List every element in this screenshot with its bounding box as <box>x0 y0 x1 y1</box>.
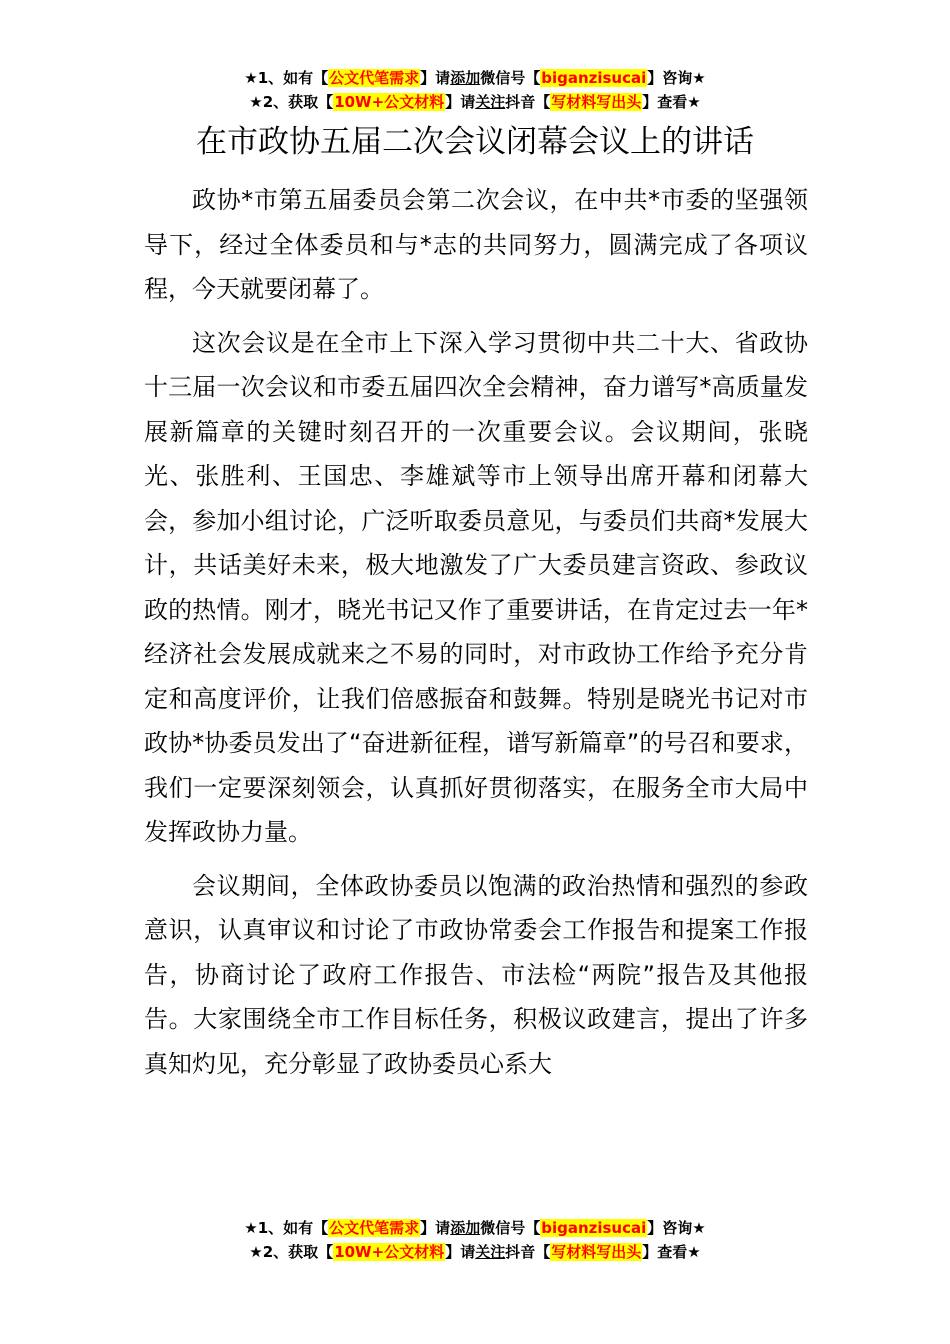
banner-highlight: biganzisucai <box>541 1219 647 1237</box>
banner-highlight: 公文代笔需求 <box>329 1219 420 1237</box>
banner-text: 抖音【 <box>505 1243 551 1261</box>
banner-text: 】查看★ <box>642 1243 701 1261</box>
banner-highlight: 10W+公文材料 <box>334 1243 445 1261</box>
banner-text: ★1、如有【 <box>244 1219 329 1237</box>
banner-text: 】咨询★ <box>647 1219 706 1237</box>
banner-highlight: 写材料写出头 <box>551 1243 642 1261</box>
banner-text: 抖音【 <box>505 93 551 111</box>
banner-text: 】查看★ <box>642 93 701 111</box>
footer-banner <box>0 1216 950 1264</box>
banner-highlight: biganzisucai <box>541 69 647 87</box>
banner-highlight: 写材料写出头 <box>551 93 642 111</box>
banner-text: 微信号【 <box>480 69 541 87</box>
document-title: 在市政协五届二次会议闭幕会议上的讲话 <box>196 124 754 160</box>
banner-text: 】请 <box>420 1219 451 1237</box>
banner-text: 】请 <box>445 93 476 111</box>
banner-emphasis: 添加 <box>450 69 481 87</box>
footer-banner-line-1 <box>0 1216 950 1240</box>
paragraph-2: 这次会议是在全市上下深入学习贯彻中共二十大、省政协十三届一次会议和市委五届四次全会精神，奋力谱写*高质量发展新篇章的关键时刻召开的一次重要会议。会议期间，张晓光、张胜利、王国忠、李雄斌等市上领导出席开幕和闭幕大会，参加小组讨论，广泛听取委员意见，与委员们共商*发展大计，共话美好未来，极大地激发了广大委员建言资政、参政议政的热情。刚才，晓光书记又作了重要讲话，在肯定过去一年*经济社会发展成就来之不易的同时，对市政协工作给予充分肯定和高度评价，让我们倍感振奋和鼓舞。特别是晓光书记对市政协*协委员发出了“奋进新征程，谱写新篇章”的号召和要求，我们一定要深刻领会，认真抓好贯彻落实，在服务全市大局中发挥政协力量。 <box>144 328 808 846</box>
banner-text: ★2、获取【 <box>249 93 334 111</box>
footer-banner-line-2 <box>0 1240 950 1264</box>
banner-text: 】请 <box>420 69 451 87</box>
banner-highlight: 10W+公文材料 <box>334 93 445 111</box>
banner-text: 微信号【 <box>480 1219 541 1237</box>
banner-text: 】请 <box>445 1243 476 1261</box>
paragraph-1: 政协*市第五届委员会第二次会议，在中共*市委的坚强领导下，经过全体委员和与*志的共同努力，圆满完成了各项议程，今天就要闭幕了。 <box>144 186 808 303</box>
banner-line-2 <box>0 90 950 114</box>
banner-text: ★2、获取【 <box>249 1243 334 1261</box>
paragraph-3: 会议期间，全体政协委员以饱满的政治热情和强烈的参政意识，认真审议和讨论了市政协常委会工作报告和提案工作报告，协商讨论了政府工作报告、市法检“两院”报告及其他报告。大家围绕全市工作目标任务，积极议政建言，提出了许多真知灼见，充分彰显了政协委员心系大 <box>144 871 808 1078</box>
banner-emphasis: 关注 <box>475 93 506 111</box>
banner-emphasis: 关注 <box>475 1243 506 1261</box>
document-body <box>144 178 808 1095</box>
header-banner <box>0 66 950 114</box>
banner-text: 】咨询★ <box>647 69 706 87</box>
banner-highlight: 公文代笔需求 <box>329 69 420 87</box>
banner-text: ★1、如有【 <box>244 69 329 87</box>
banner-emphasis: 添加 <box>450 1219 481 1237</box>
banner-line-1 <box>0 66 950 90</box>
